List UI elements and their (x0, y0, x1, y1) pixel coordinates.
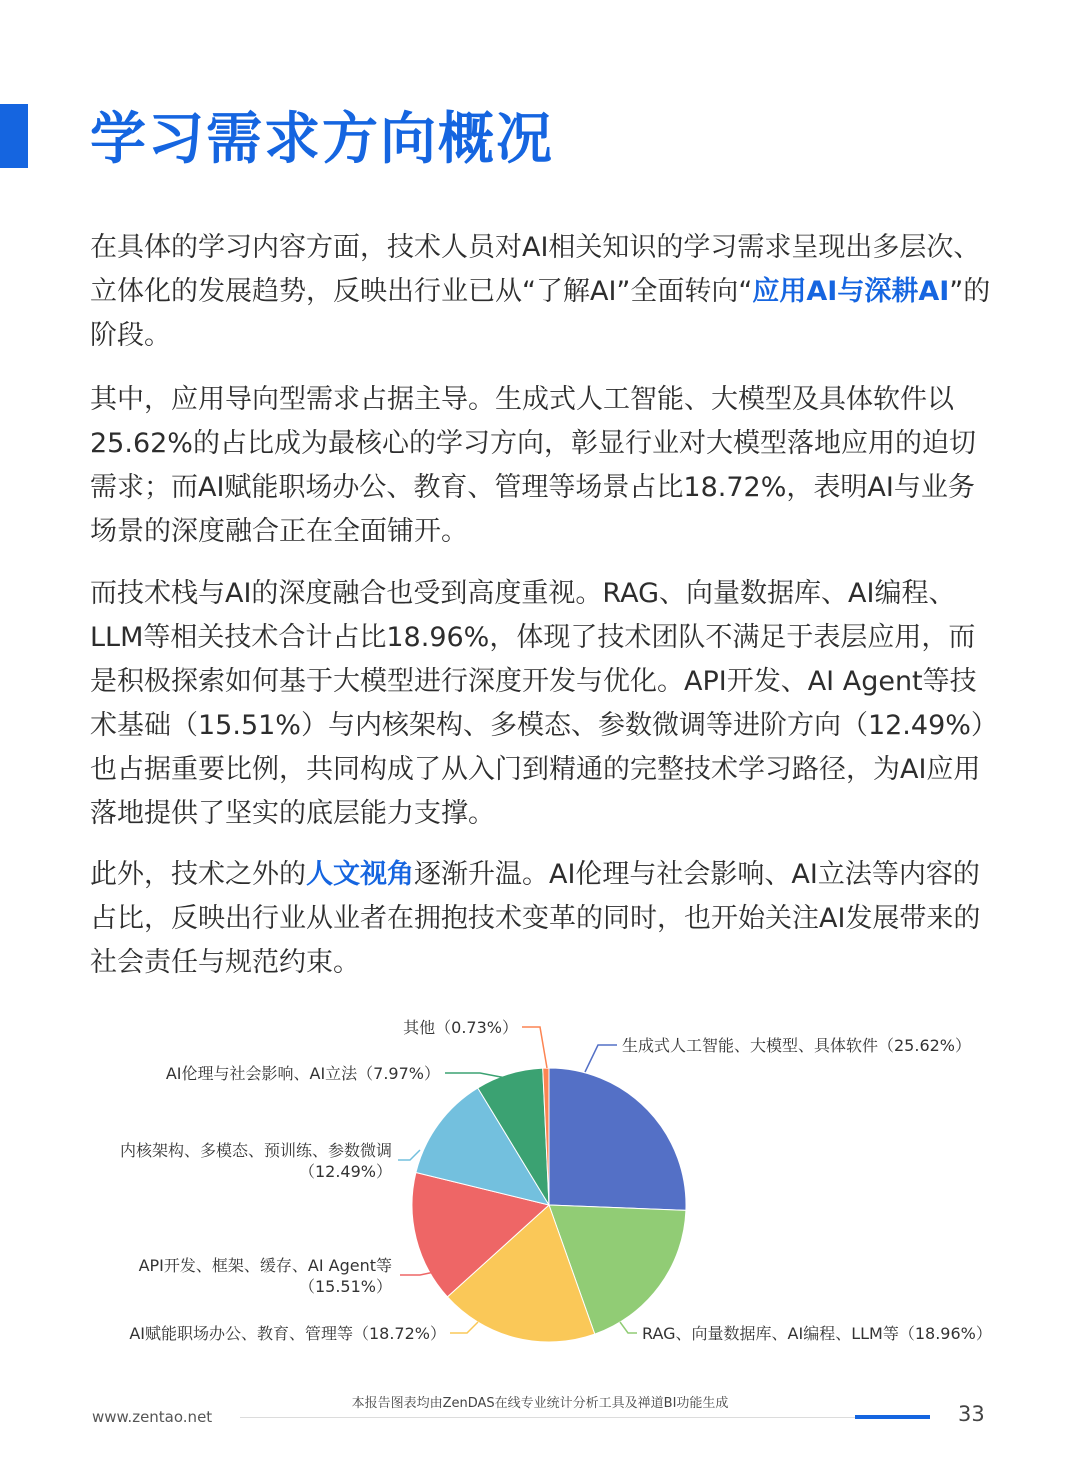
page-title: 学习需求方向概况 (90, 107, 554, 172)
paragraph-tech-stack: 而技术栈与AI的深度融合也受到高度重视。RAG、向量数据库、AI编程、LLM等相关技术合计占比18.96%，体现了技术团队不满足于表层应用，而是积极探索如何基于大模型进行深度开发与优化。API开发、AI Agent等技术基础（15.51%）与内核架构、多模态、参数微调等进阶方向（12.49%）也占据重要比例，共同构成了从入门到精通的完整技术学习路径，为AI应用落地提供了坚实的底层能力支撑。 (90, 578, 985, 829)
paragraph-text: ”的阶段。 (90, 276, 991, 351)
pie-leader-line (445, 1073, 506, 1078)
pie-leader-line (620, 1322, 637, 1333)
pie-slice-label: （12.49%） (298, 1162, 392, 1181)
highlight-text: 人文视角 (306, 859, 414, 890)
pie-slice-label: AI伦理与社会影响、AI立法（7.97%） (165, 1064, 440, 1083)
paragraph-text: 在具体的学习内容方面，技术人员对AI相关知识的学习需求呈现出多层次、立体化的发展趋势，反映出行业已从“了解AI”全面转向“ (90, 232, 981, 307)
highlight-text: 应用AI与深耕AI (752, 276, 950, 307)
paragraph-intro (90, 226, 995, 358)
footer-accent-bar (855, 1415, 930, 1419)
pie-slice-label: 生成式人工智能、大模型、具体软件（25.62%） (622, 1036, 972, 1055)
pie-slice-label: RAG、向量数据库、AI编程、LLM等（18.96%） (642, 1324, 992, 1343)
pie-slice-label: 其他（0.73%） (403, 1018, 518, 1037)
pie-leader-line (585, 1045, 617, 1072)
pie-slice-label: 内核架构、多模态、预训练、参数微调 (119, 1141, 392, 1160)
pie-slice-label: AI赋能职场办公、教育、管理等（18.72%） (129, 1324, 446, 1343)
paragraph-text: 逐渐升温。AI伦理与社会影响、AI立法等内容的占比，反映出行业从业者在拥抱技术变革的同时，也开始关注AI发展带来的社会责任与规范约束。 (90, 859, 981, 978)
paragraph-text: 此外，技术之外的 (90, 859, 306, 890)
pie-chart (0, 1000, 1080, 1380)
footer-divider (240, 1417, 930, 1418)
footer-note: 本报告图表均由ZenDAS在线专业统计分析工具及禅道BI功能生成 (351, 1396, 729, 1411)
pie-slice-label: API开发、框架、缓存、AI Agent等 (138, 1256, 392, 1275)
pie-leader-line (522, 1027, 547, 1068)
pie-leader-line (398, 1150, 420, 1160)
page-number: 33 (958, 1402, 985, 1426)
title-accent-bar (0, 104, 28, 168)
paragraph-application: 其中，应用导向型需求占据主导。生成式人工智能、大模型及具体软件以25.62%的占比成为最核心的学习方向，彰显行业对大模型落地应用的迫切需求；而AI赋能职场办公、教育、管理等场景占比18.72%，表明AI与业务场景的深度融合正在全面铺开。 (90, 384, 976, 547)
paragraph-humanities (90, 853, 995, 985)
pie-leader-line (450, 1322, 478, 1333)
pie-slice (549, 1068, 686, 1210)
pie-slice-label: （15.51%） (298, 1277, 392, 1296)
footer-url[interactable]: www.zentao.net (92, 1408, 213, 1426)
